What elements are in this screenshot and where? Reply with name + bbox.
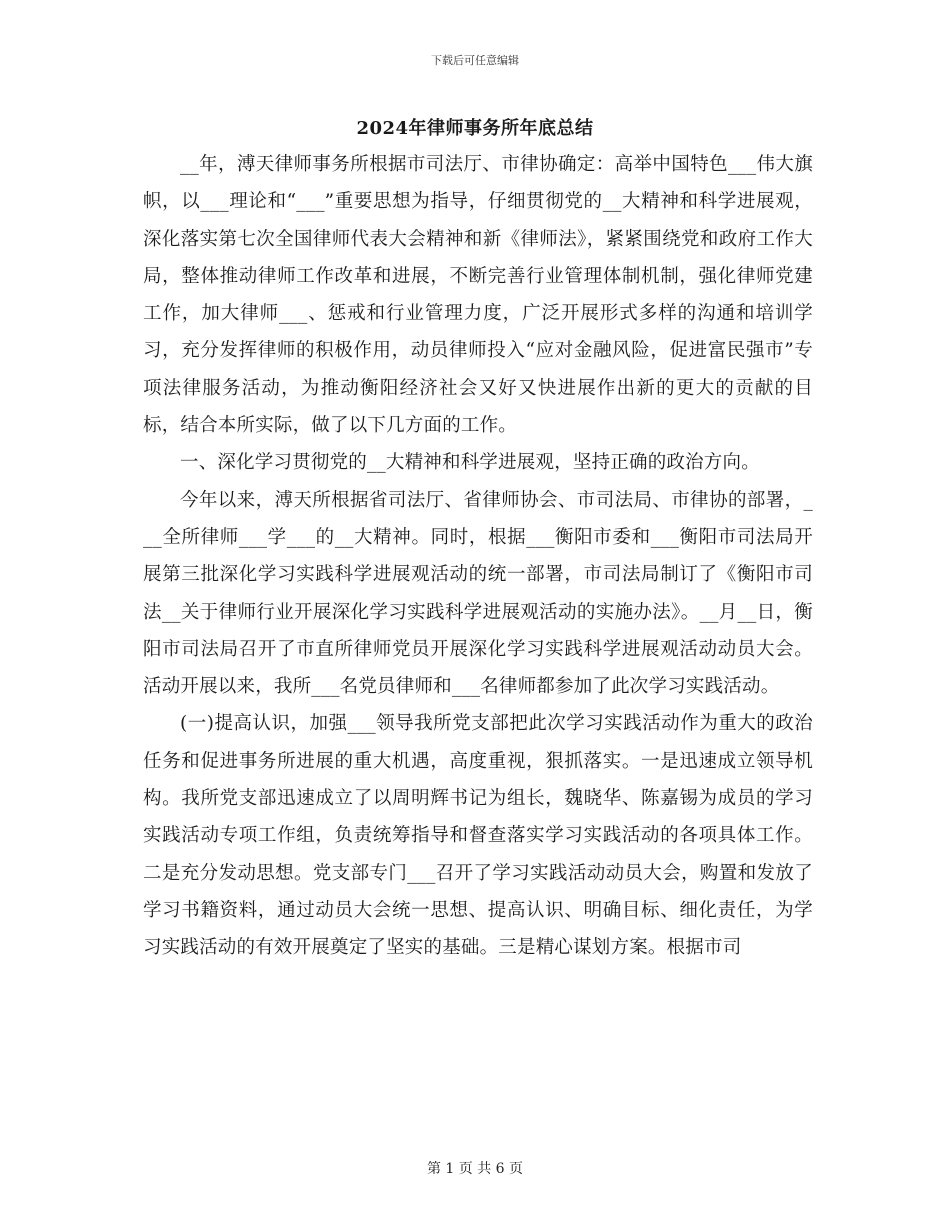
paragraph-intro: __年，溥天律师事务所根据市司法厅、市律协确定：高举中国特色___伟大旗帜，以___理论和“___”重要思想为指导，仔细贯彻党的__大精神和科学进展观，深化落实第七次全国律师代表大会精神和新《律师法》，紧紧围绕党和政府工作大局，整体推动律师工作改革和进展，不断完善行业管理体制机制，强化律师党建工作，加大律师___、惩戒和行业管理力度，广泛开展形式多样的沟通和培训学习，充分发挥律师的积极作用，动员律师投入“应对金融风险，促进富民强市”专项法律服务活动，为推动衡阳经济社会又好又快进展作出新的更大的贡献的目标，结合本所实际，做了以下几方面的工作。 (143, 154, 813, 437)
document-body (143, 146, 813, 967)
page-header-note: 下载后可任意编辑 (431, 54, 519, 67)
paragraph-section-heading: 一、深化学习贯彻党的__大精神和科学进展观，坚持正确的政治方向。 (180, 452, 760, 474)
paragraph-study-activity: 今年以来，溥天所根据省司法厅、省律师协会、市司法局、市律协的部署，___全所律师___学___的__大精神。同时，根据___衡阳市委和___衡阳市司法局开展第三批深化学习实践科学进展观活动的统一部署，市司法局制订了《衡阳市司法__关于律师行业开展深化学习实践科学进展观活动的实施办法》。__月__日，衡阳市司法局召开了市直所律师党员开展深化学习实践科学进展观活动动员大会。活动开展以来，我所___名党员律师和___名律师都参加了此次学习实践活动。 (143, 489, 813, 698)
page-number-footer: 第 1 页 共 6 页 (426, 1161, 524, 1177)
document-title: 2024年律师事务所年底总结 (356, 118, 594, 139)
paragraph-subsection-one: (一)提高认识，加强___领导我所党支部把此次学习实践活动作为重大的政治任务和促进事务所进展的重大机遇，高度重视，狠抓落实。一是迅速成立领导机构。我所党支部迅速成立了以周明辉书记为组长，魏晓华、陈嘉锡为成员的学习实践活动专项工作组，负责统筹指导和督查落实学习实践活动的各项具体工作。二是充分发动思想。党支部专门___召开了学习实践活动动员大会，购置和发放了学习书籍资料，通过动员大会统一思想、提高认识、明确目标、细化责任，为学习实践活动的有效开展奠定了坚实的基础。三是精心谋划方案。根据市司 (143, 713, 813, 959)
